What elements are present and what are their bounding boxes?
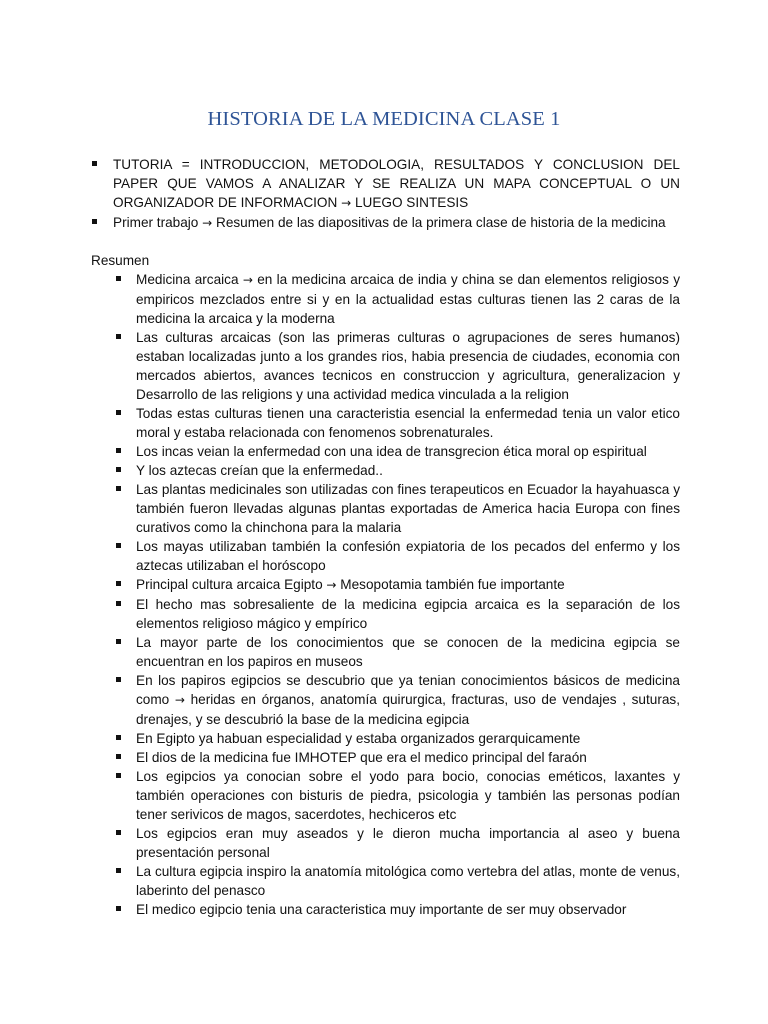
square-bullet-icon — [92, 161, 97, 166]
item-text: La mayor parte de los conocimientos que se conocen de la medicina egipcia se encuentran en los papiros en museos — [136, 635, 680, 669]
resumen-list — [114, 270, 680, 919]
square-bullet-icon — [116, 276, 121, 281]
resumen-heading: Resumen — [91, 253, 150, 268]
item-text-after-arrow: Mesopotamia también fue importante — [340, 577, 565, 592]
list-item — [114, 270, 680, 328]
list-item — [114, 633, 680, 671]
list-item — [114, 537, 680, 575]
item-text: Y los aztecas creían que la enfermedad.. — [136, 463, 383, 478]
list-item — [114, 671, 680, 729]
list-item — [114, 461, 680, 480]
square-bullet-icon — [116, 601, 121, 606]
square-bullet-icon — [116, 410, 121, 415]
square-bullet-icon — [116, 581, 121, 586]
item-text: El hecho mas sobresaliente de la medicina egipcia arcaica es la separación de los elementos religioso mágico y empírico — [136, 597, 680, 631]
item-text-after-arrow: en la medicina arcaica de india y china se dan elementos religiosos y empiricos mezclados entre si y en la actualidad estas culturas tienen las 2 caras de la medicina la arcaica y la moderna — [136, 272, 681, 326]
item-text: Los incas veian la enfermedad con una idea de transgrecion ética moral op espiritual — [136, 444, 647, 459]
square-bullet-icon — [116, 639, 121, 644]
list-item — [90, 155, 680, 213]
list-item — [114, 862, 680, 900]
arrow-right-icon: → — [242, 273, 253, 287]
arrow-right-icon: → — [174, 693, 185, 707]
item-text: El medico egipcio tenia una caracteristica muy importante de ser muy observador — [136, 902, 627, 917]
item-text-after-arrow: heridas en órganos, anatomía quirurgica, fracturas, uso de vendajes , suturas, drenajes, y se descubrió la base de la medicina egipcia — [136, 692, 680, 727]
item-text: Los mayas utilizaban también la confesión expiatoria de los pecados del enfermo y los aztecas utilizaban el horóscopo — [136, 539, 680, 573]
square-bullet-icon — [116, 754, 121, 759]
list-item — [114, 442, 680, 461]
square-bullet-icon — [116, 868, 121, 873]
item-text-after-arrow: Resumen de las diapositivas de la primera clase de historia de la medicina — [216, 215, 666, 230]
list-item — [114, 748, 680, 767]
square-bullet-icon — [116, 334, 121, 339]
item-text: Principal cultura arcaica Egipto — [136, 577, 323, 592]
item-text: En Egipto ya habuan especialidad y estaba organizados gerarquicamente — [136, 731, 581, 746]
list-item — [114, 328, 680, 404]
item-text: Los egipcios ya conocian sobre el yodo para bocio, conocias eméticos, laxantes y también operaciones con bisturis de piedra, psicologia y también las personas podían tener serivicos de magos, sacerdotes, hechiceros etc — [136, 769, 680, 822]
arrow-right-icon: → — [341, 196, 352, 210]
item-text: El dios de la medicina fue IMHOTEP que era el medico principal del faraón — [136, 750, 587, 765]
item-text: Todas estas culturas tienen una caracteristia esencial la enfermedad tenia un valor etico moral y estaba relacionada con fenomenos sobrenaturales. — [136, 406, 680, 440]
square-bullet-icon — [116, 906, 121, 911]
square-bullet-icon — [116, 677, 121, 682]
arrow-right-icon: → — [326, 578, 337, 592]
square-bullet-icon — [92, 219, 97, 224]
item-text: Las plantas medicinales son utilizadas con fines terapeuticos en Ecuador la hayahuasca y también fueron llevadas algunas plantas exportadas de America hacia Europa con fines curativos como la chinchona para la malaria — [136, 482, 680, 535]
list-item — [90, 213, 680, 233]
item-text: Los egipcios eran muy aseados y le dieron mucha importancia al aseo y buena presentación personal — [136, 826, 680, 860]
item-text: En los papiros egipcios se descubrio que ya tenian conocimientos básicos de medicina como — [136, 673, 680, 707]
item-text: La cultura egipcia inspiro la anatomía mitológica como vertebra del atlas, monte de venus, laberinto del penasco — [136, 864, 680, 898]
list-item — [114, 575, 680, 595]
list-item — [114, 404, 680, 442]
item-text: Las culturas arcaicas (son las primeras culturas o agrupaciones de seres humanos) estaban localizadas junto a los grandes rios, habia presencia de ciudades, economia con mercados abiertos, avances tecnicos en construccion y agricultura, generalizacion y Desarrollo de las religions y una actividad medica vinculada a la religion — [136, 330, 680, 402]
list-item — [114, 900, 680, 919]
square-bullet-icon — [116, 543, 121, 548]
list-item — [114, 729, 680, 748]
square-bullet-icon — [116, 448, 121, 453]
item-text: Medicina arcaica — [136, 272, 239, 287]
list-item — [114, 767, 680, 824]
list-item — [114, 595, 680, 633]
arrow-right-icon: → — [202, 216, 213, 230]
list-item — [114, 824, 680, 862]
item-text: TUTORIA = INTRODUCCION, METODOLOGIA, RESULTADOS Y CONCLUSION DEL PAPER QUE VAMOS A ANALIZAR Y SE REALIZA UN MAPA CONCEPTUAL O UN ORGANIZADOR DE INFORMACION — [113, 157, 680, 210]
document-title: HISTORIA DE LA MEDICINA CLASE 1 — [207, 108, 561, 130]
intro-list — [90, 155, 680, 233]
square-bullet-icon — [116, 830, 121, 835]
square-bullet-icon — [116, 467, 121, 472]
square-bullet-icon — [116, 486, 121, 491]
list-item — [114, 480, 680, 537]
item-text: Primer trabajo — [113, 215, 199, 230]
item-text-after-arrow: LUEGO SINTESIS — [354, 195, 469, 210]
square-bullet-icon — [116, 735, 121, 740]
square-bullet-icon — [116, 773, 121, 778]
